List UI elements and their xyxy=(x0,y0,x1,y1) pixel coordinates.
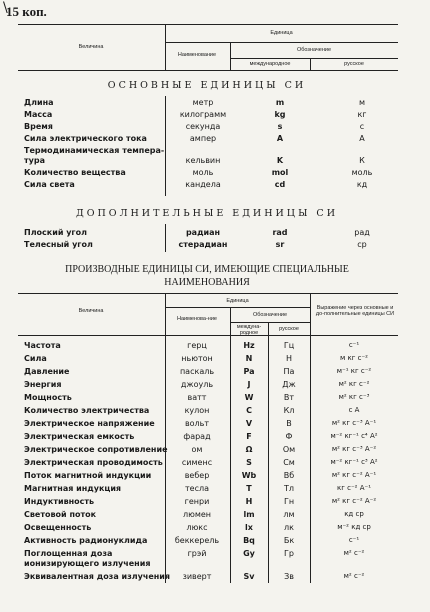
quantity-name: Индуктивность xyxy=(24,497,95,506)
unit-name: сименс xyxy=(181,458,213,467)
unit-name: ньютон xyxy=(181,354,213,363)
unit-name: тесла xyxy=(185,484,209,493)
quantity-name: Плоский угол xyxy=(24,228,87,237)
unit-name: метр xyxy=(192,98,214,107)
quantity-name: Сила света xyxy=(24,180,75,189)
si-expression: м⁻² кд ср xyxy=(337,523,371,531)
si-expression: с⁻¹ xyxy=(348,341,360,349)
si-expression: м² кг с⁻³ xyxy=(338,393,370,401)
base-unit-row xyxy=(20,168,396,180)
rus-symbol: Дж xyxy=(282,380,296,389)
table2-col-rus: русское xyxy=(279,326,299,332)
derived-unit-row xyxy=(20,419,396,431)
unit-name: люкс xyxy=(186,523,208,532)
intl-symbol: lm xyxy=(243,510,255,519)
table1-col-name: Наименование xyxy=(177,52,217,58)
quantity-name: Активность радионуклида xyxy=(24,536,148,545)
intl-symbol: A xyxy=(276,134,284,143)
intl-symbol: Wb xyxy=(241,471,257,480)
unit-name: кандела xyxy=(185,180,221,189)
rus-symbol: Гр xyxy=(284,549,294,558)
unit-name: грэй xyxy=(187,549,207,558)
quantity-name: Мощность xyxy=(24,393,72,402)
intl-symbol: Pa xyxy=(243,367,255,376)
unit-name: ватт xyxy=(187,393,207,402)
quantity-name: Сила электрического тока xyxy=(24,134,147,143)
intl-symbol: Bq xyxy=(243,536,255,545)
unit-name: моль xyxy=(192,168,214,177)
quantity-name: Длина xyxy=(24,98,54,107)
rus-symbol: Бк xyxy=(283,536,295,545)
table1-col-intl: международное xyxy=(249,61,291,67)
quantity-name: Давление xyxy=(24,367,70,376)
derived-unit-row xyxy=(20,406,396,418)
intl-symbol: sr xyxy=(275,240,285,249)
rus-symbol: Кл xyxy=(283,406,295,415)
si-expression: кг с⁻² А⁻¹ xyxy=(337,484,371,492)
intl-symbol: Ω xyxy=(245,445,253,454)
si-expression: кд ср xyxy=(344,510,364,518)
quantity-name: Масса xyxy=(24,110,53,119)
derived-unit-row xyxy=(20,510,396,522)
table1-col-quantity: Величина xyxy=(78,44,104,50)
derived-unit-row xyxy=(20,484,396,496)
unit-name: стерадиан xyxy=(178,240,228,249)
quantity-name: Электрическое напряжение xyxy=(24,419,155,428)
quantity-name: Электрическая проводимость xyxy=(24,458,163,467)
unit-name: радиан xyxy=(185,228,221,237)
base-unit-row xyxy=(20,134,396,146)
quantity-name: Количество электричества xyxy=(24,406,150,415)
quantity-name: Поглощенная доза xyxy=(24,549,113,558)
rus-symbol: ср xyxy=(357,240,367,249)
si-expression: м⁻² кг⁻¹ с³ А² xyxy=(330,458,378,466)
quantity-name: Освещенность xyxy=(24,523,92,532)
intl-symbol: H xyxy=(245,497,253,506)
table2-col-symbol: Обозначение xyxy=(252,312,287,318)
base-unit-row xyxy=(20,122,396,134)
intl-symbol: mol xyxy=(271,168,289,177)
unit-name: кельвин xyxy=(185,156,221,165)
quantity-name: Электрическое сопротивление xyxy=(24,445,168,454)
derived-unit-row xyxy=(20,341,396,353)
quantity-name: Частота xyxy=(24,341,61,350)
unit-name: кулон xyxy=(184,406,210,415)
quantity-name: Время xyxy=(24,122,53,131)
section-base-units: ОСНОВНЫЕ ЕДИНИЦЫ СИ xyxy=(107,80,307,91)
rus-symbol: См xyxy=(283,458,295,467)
rus-symbol: Вт xyxy=(283,393,295,402)
rus-symbol: Ом xyxy=(282,445,296,454)
rus-symbol: с xyxy=(359,122,365,131)
si-expression: м² с⁻² xyxy=(343,572,365,580)
intl-symbol: C xyxy=(246,406,252,415)
rus-symbol: Зв xyxy=(284,572,294,581)
base-unit-row xyxy=(20,156,396,168)
intl-symbol: kg xyxy=(274,110,286,119)
base-unit-row xyxy=(20,98,396,110)
intl-symbol: lx xyxy=(245,523,253,532)
si-expression: м² кг с⁻² А⁻² xyxy=(331,497,377,505)
si-expression: м⁻² кг⁻¹ с⁴ А² xyxy=(330,432,378,440)
si-expression: с⁻¹ xyxy=(348,536,360,544)
si-expression: м кг с⁻² xyxy=(340,354,368,362)
si-expression: м² кг с⁻² xyxy=(338,380,370,388)
margin-mark: \ xyxy=(3,0,8,16)
table2-col-si-expr: Выражение через основные и до-полнительные единицы СИ xyxy=(315,305,395,317)
rus-symbol: К xyxy=(359,156,365,165)
quantity-name: тура xyxy=(24,156,45,165)
intl-symbol: N xyxy=(245,354,253,363)
si-expression: м⁻¹ кг с⁻² xyxy=(336,367,372,375)
derived-unit-row xyxy=(20,536,396,548)
table2-col-unit: Единица xyxy=(226,298,249,304)
rus-symbol: лк xyxy=(284,523,294,532)
quantity-name: Электрическая емкость xyxy=(24,432,135,441)
section-derived-title-2: НАИМЕНОВАНИЯ xyxy=(164,277,250,288)
quantity-name: Световой поток xyxy=(24,510,97,519)
quantity-name: Энергия xyxy=(24,380,62,389)
derived-unit-row xyxy=(20,523,396,535)
rus-symbol: В xyxy=(286,419,292,428)
derived-unit-row xyxy=(20,380,396,392)
quantity-name: Термодинамическая темпера- xyxy=(24,146,165,155)
derived-unit-row xyxy=(20,432,396,444)
si-expression: м² кг с⁻² А⁻¹ xyxy=(331,471,377,479)
rus-symbol: Гц xyxy=(283,341,295,350)
intl-symbol: V xyxy=(245,419,253,428)
derived-unit-row xyxy=(20,367,396,379)
intl-symbol: s xyxy=(277,122,283,131)
si-expression: м² кг с⁻³ А⁻¹ xyxy=(331,419,377,427)
intl-symbol: m xyxy=(275,98,285,107)
unit-name: зиверт xyxy=(182,572,212,581)
table2-col-name: Наименова-ние xyxy=(177,316,217,322)
quantity-name: Магнитная индукция xyxy=(24,484,122,493)
quantity-name: Количество вещества xyxy=(24,168,126,177)
intl-symbol: S xyxy=(246,458,252,467)
si-expression: с А xyxy=(348,406,360,414)
unit-name: секунда xyxy=(185,122,221,131)
unit-name: беккерель xyxy=(174,536,220,545)
intl-symbol: K xyxy=(276,156,284,165)
section-derived-title: ПРОИЗВОДНЫЕ ЕДИНИЦЫ СИ, ИМЕЮЩИЕ СПЕЦИАЛЬНЫЕ xyxy=(65,264,349,275)
table2-col-quantity: Величина xyxy=(78,308,104,314)
quantity-name: Сила xyxy=(24,354,47,363)
additional-unit-row xyxy=(20,240,396,252)
unit-name: килограмм xyxy=(179,110,227,119)
intl-symbol: Sv xyxy=(243,572,255,581)
rus-symbol: А xyxy=(359,134,365,143)
intl-symbol: F xyxy=(246,432,252,441)
si-expression: м² с⁻² xyxy=(343,549,365,557)
derived-unit-row xyxy=(20,393,396,405)
base-unit-row xyxy=(20,180,396,192)
rus-symbol: Па xyxy=(283,367,295,376)
intl-symbol: Hz xyxy=(243,341,255,350)
quantity-name: Поток магнитной индукции xyxy=(24,471,152,480)
rus-symbol: Гн xyxy=(283,497,295,506)
unit-name: герц xyxy=(187,341,207,350)
quantity-name: Эквивалентная доза излучения xyxy=(24,572,171,581)
unit-name: фарад xyxy=(183,432,211,441)
intl-symbol: W xyxy=(244,393,254,402)
rus-symbol: рад xyxy=(354,228,370,237)
quantity-name: Телесный угол xyxy=(24,240,93,249)
derived-unit-row xyxy=(20,471,396,483)
unit-name: джоуль xyxy=(180,380,214,389)
table2-col-intl: междуна-родное xyxy=(236,324,262,336)
price-label: 15 коп. xyxy=(6,4,47,19)
rus-symbol: кг xyxy=(357,110,367,119)
derived-unit-row xyxy=(20,559,396,571)
rus-symbol: Вб xyxy=(283,471,295,480)
unit-name: вольт xyxy=(184,419,210,428)
derived-unit-row xyxy=(20,572,396,584)
intl-symbol: T xyxy=(246,484,252,493)
table1-col-symbol: Обозначение xyxy=(296,47,331,53)
derived-unit-row xyxy=(20,458,396,470)
intl-symbol: Gy xyxy=(243,549,255,558)
rus-symbol: кд xyxy=(356,180,368,189)
rus-symbol: моль xyxy=(351,168,373,177)
unit-name: генри xyxy=(184,497,210,506)
rus-symbol: Н xyxy=(285,354,292,363)
intl-symbol: rad xyxy=(272,228,288,237)
unit-name: вебер xyxy=(184,471,210,480)
rus-symbol: лм xyxy=(283,510,295,519)
intl-symbol: cd xyxy=(274,180,286,189)
unit-name: ампер xyxy=(189,134,217,143)
table1-col-unit: Единица xyxy=(270,30,293,36)
intl-symbol: J xyxy=(247,380,251,389)
derived-unit-row xyxy=(20,354,396,366)
unit-name: паскаль xyxy=(179,367,215,376)
base-unit-row xyxy=(20,110,396,122)
unit-name: ом xyxy=(191,445,203,454)
additional-unit-row xyxy=(20,228,396,240)
section-additional-units: ДОПОЛНИТЕЛЬНЫЕ ЕДИНИЦЫ СИ xyxy=(76,208,338,219)
rus-symbol: Тл xyxy=(284,484,294,493)
unit-name: люмен xyxy=(182,510,212,519)
rus-symbol: Ф xyxy=(285,432,293,441)
derived-unit-row xyxy=(20,497,396,509)
quantity-name: ионизирующего излучения xyxy=(24,559,151,568)
si-expression: м² кг с⁻³ А⁻² xyxy=(331,445,377,453)
derived-unit-row xyxy=(20,445,396,457)
rus-symbol: м xyxy=(358,98,366,107)
table1-col-rus: русское xyxy=(344,61,364,67)
